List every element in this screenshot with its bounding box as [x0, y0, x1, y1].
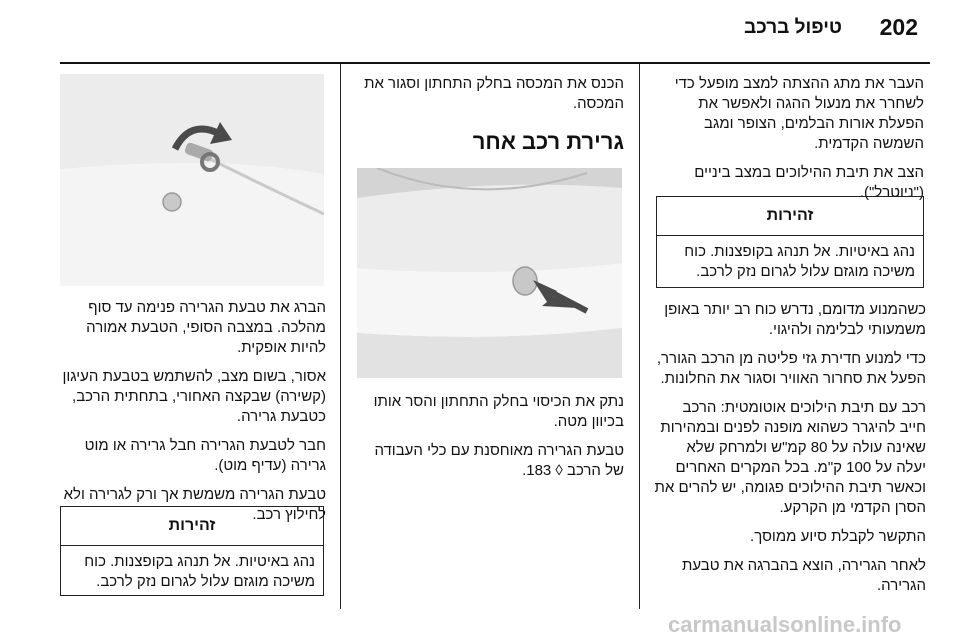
header-rule [60, 62, 930, 64]
right-column [654, 74, 924, 212]
warning-text: נהג באיטיות. אל תנהג בקופצנות. כוח משיכה מוגזם עלול לגרום נזק לרכב. [84, 553, 315, 590]
paragraph: כדי למנוע חדירת גזי פליטה מן הרכב הגורר, הפעל את סחרור האוויר וסגור את החלונות. [656, 350, 926, 387]
towing-eye-illustration [60, 74, 324, 286]
warning-box-right [656, 196, 924, 288]
watermark: carmanualsonline.info [668, 612, 902, 637]
page-header [0, 14, 960, 44]
page-number: 202 [879, 14, 918, 40]
section-heading: גרירת רכב אחר [472, 129, 624, 154]
column-divider-left [340, 64, 341, 609]
warning-title: זהירות [61, 507, 323, 546]
figure-towing-eye [60, 74, 324, 286]
middle-column-captions [356, 392, 624, 490]
paragraph: חבר לטבעת הגרירה חבל גרירה או מוט גרירה (עדיף מוט). [84, 437, 326, 474]
right-column-continued [654, 300, 926, 605]
caption: טבעת הגרירה מאוחסנת עם כלי העבודה של הרכב ◊ 183. [374, 442, 624, 479]
column-divider-right [639, 64, 640, 609]
paragraph: רכב עם תיבת הילוכים אוטומטית: הרכב חייב להיגרר כשהוא מופנה לפנים ובמהירות שאינה עולה על 80 קמ"ש ולמרחק שלא יעלה על 100 ק"מ. בכל המקרים האחרים וכאשר תיבת ההילוכים פגומה, יש להרים את הסרן הקדמי מן הקרקע. [654, 399, 926, 516]
paragraph: טבעת הגרירה משמשת אך ורק לגרירה ולא לחילוץ רכב. [63, 486, 326, 523]
caption: נתק את הכיסוי בחלק התחתון והסר אותו בכיוון מטה. [373, 393, 624, 430]
warning-box-left [60, 506, 324, 596]
figure-rear-bumper-cover [357, 168, 622, 378]
paragraph: אסור, בשום מצב, להשתמש בטבעת העיגון (קשירה) שבקצה האחורי, בתחתית הרכב, כטבעת גרירה. [62, 368, 326, 425]
paragraph: התקשר לקבלת סיוע ממוסך. [750, 528, 926, 545]
paragraph: כשהמנוע מדומם, נדרש כוח רב יותר באופן משמעותי לבלימה ולהיגוי. [664, 301, 926, 338]
middle-column-intro [356, 74, 624, 152]
paragraph: הברג את טבעת הגרירה פנימה עד סוף מהלכה. במצבה הסופי, הטבעת אמורה להיות אופקית. [86, 299, 326, 356]
chapter-title: טיפול ברכב [744, 17, 842, 38]
left-column [60, 298, 326, 534]
warning-text: נהג באיטיות. אל תנהג בקופצנות. כוח משיכה מוגזם עלול לגרום נזק לרכב. [684, 243, 915, 280]
paragraph: לאחר הגרירה, הוצא בהברגה את טבעת הגרירה. [682, 557, 926, 594]
warning-title: זהירות [657, 197, 923, 236]
paragraph: הכנס את המכסה בחלק התחתון וסגור את המכסה. [364, 75, 624, 112]
paragraph: העבר את מתג ההצתה למצב מופעל כדי לשחרר את מנעול ההגה ולאפשר את הפעלת אורות הבלמים, הצופר ומגב השמשה הקדמית. [674, 75, 924, 152]
bumper-cover-illustration [357, 168, 622, 378]
paragraph: הצב את תיבת ההילוכים במצב ביניים ("ניוטרל"). [694, 164, 924, 201]
